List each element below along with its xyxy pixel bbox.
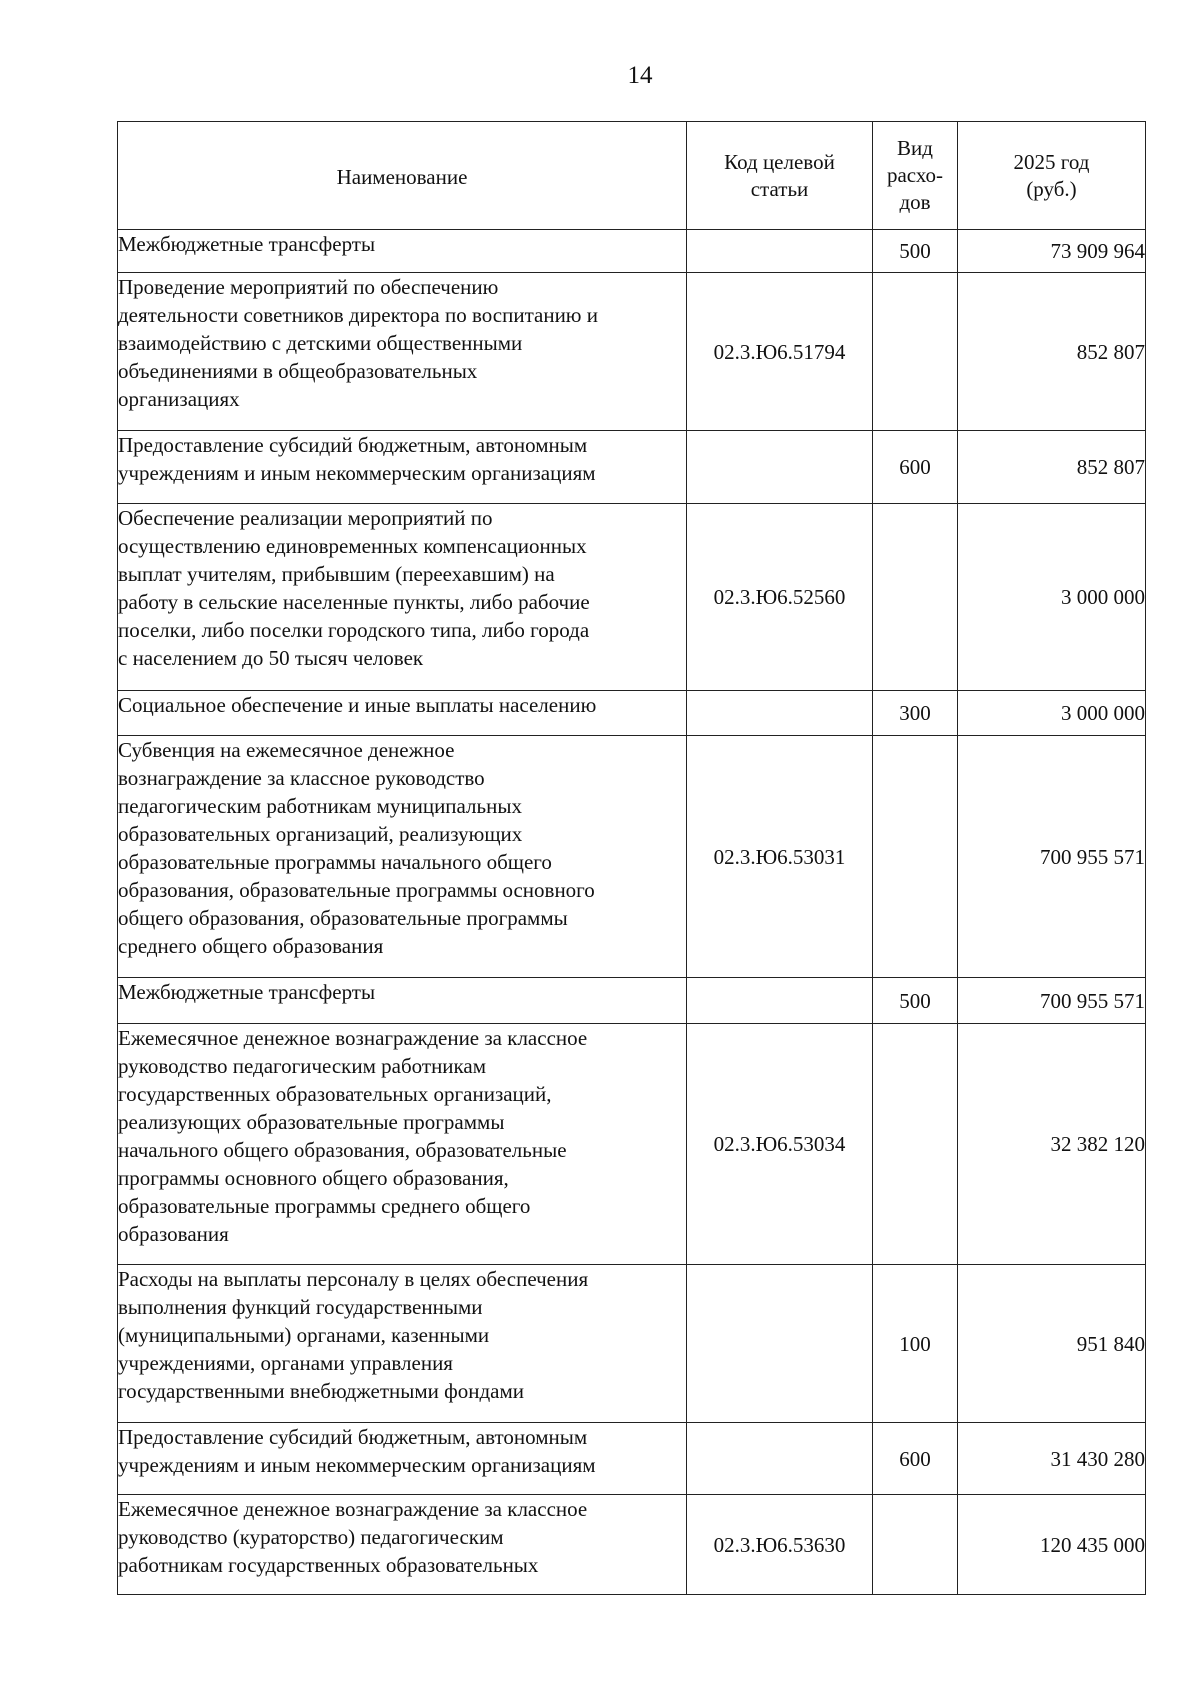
header-code: Код целевой статьи xyxy=(687,122,873,230)
row-name: Межбюджетные трансферты xyxy=(118,230,687,273)
header-sum: 2025 год (руб.) xyxy=(958,122,1146,230)
row-sum: 3 000 000 xyxy=(958,691,1146,736)
row-sum: 120 435 000 xyxy=(958,1495,1146,1595)
row-code xyxy=(687,230,873,273)
row-sum: 700 955 571 xyxy=(958,736,1146,978)
row-vid: 600 xyxy=(873,1423,958,1495)
row-name: Субвенция на ежемесячное денежное вознаграждение за классное руководство педагогическим работникам муниципальных образовательных организаций, реализующих образовательные программы начального общего образования, образовательные программы основного общего образования, образовательные программы среднего общего образования xyxy=(118,736,687,978)
row-vid xyxy=(873,1495,958,1595)
table-row xyxy=(118,978,1146,1024)
row-vid: 600 xyxy=(873,431,958,504)
row-vid xyxy=(873,1024,958,1265)
row-name: Ежемесячное денежное вознаграждение за классное руководство педагогическим работникам государственных образовательных организаций, реализующих образовательные программы начального общего образования, образовательные программы основного общего образования, образовательные программы среднего общего образования xyxy=(118,1024,687,1265)
row-code: 02.3.Ю6.53034 xyxy=(687,1024,873,1265)
table-row xyxy=(118,431,1146,504)
row-sum: 3 000 000 xyxy=(958,504,1146,691)
row-sum: 951 840 xyxy=(958,1265,1146,1423)
row-vid xyxy=(873,736,958,978)
table-row xyxy=(118,1024,1146,1265)
row-name: Предоставление субсидий бюджетным, автономным учреждениям и иным некоммерческим организациям xyxy=(118,1423,687,1495)
row-sum: 32 382 120 xyxy=(958,1024,1146,1265)
table-row xyxy=(118,1423,1146,1495)
row-name: Социальное обеспечение и иные выплаты населению xyxy=(118,691,687,736)
row-vid: 500 xyxy=(873,230,958,273)
row-vid: 500 xyxy=(873,978,958,1024)
row-code xyxy=(687,691,873,736)
row-name: Предоставление субсидий бюджетным, автономным учреждениям и иным некоммерческим организациям xyxy=(118,431,687,504)
row-sum: 852 807 xyxy=(958,273,1146,431)
row-name: Проведение мероприятий по обеспечению деятельности советников директора по воспитанию и взаимодействию с детскими общественными объединениями в общеобразовательных организациях xyxy=(118,273,687,431)
row-code xyxy=(687,978,873,1024)
table-row xyxy=(118,504,1146,691)
header-vid: Вид расхо- дов xyxy=(873,122,958,230)
table-row xyxy=(118,691,1146,736)
row-sum: 73 909 964 xyxy=(958,230,1146,273)
row-name: Межбюджетные трансферты xyxy=(118,978,687,1024)
row-vid xyxy=(873,504,958,691)
table-row xyxy=(118,273,1146,431)
header-name: Наименование xyxy=(118,122,687,230)
row-name: Ежемесячное денежное вознаграждение за классное руководство (кураторство) педагогическим работникам государственных образовательных xyxy=(118,1495,687,1595)
row-code: 02.3.Ю6.52560 xyxy=(687,504,873,691)
table-row xyxy=(118,1265,1146,1423)
row-vid xyxy=(873,273,958,431)
row-vid: 100 xyxy=(873,1265,958,1423)
row-sum: 852 807 xyxy=(958,431,1146,504)
row-sum: 700 955 571 xyxy=(958,978,1146,1024)
table-row xyxy=(118,1495,1146,1595)
table-header-row xyxy=(118,122,1146,230)
row-code: 02.3.Ю6.53031 xyxy=(687,736,873,978)
row-code xyxy=(687,1265,873,1423)
row-code: 02.3.Ю6.51794 xyxy=(687,273,873,431)
page-number: 14 xyxy=(627,62,653,89)
row-name: Расходы на выплаты персоналу в целях обеспечения выполнения функций государственными (муниципальными) органами, казенными учреждениями, органами управления государственными внебюджетными фондами xyxy=(118,1265,687,1423)
row-name: Обеспечение реализации мероприятий по осуществлению единовременных компенсационных выплат учителям, прибывшим (переехавшим) на работу в сельские населенные пункты, либо рабочие поселки, либо поселки городского типа, либо города с населением до 50 тысяч человек xyxy=(118,504,687,691)
row-sum: 31 430 280 xyxy=(958,1423,1146,1495)
row-code: 02.3.Ю6.53630 xyxy=(687,1495,873,1595)
row-code xyxy=(687,431,873,504)
table-row xyxy=(118,230,1146,273)
table-row xyxy=(118,736,1146,978)
row-code xyxy=(687,1423,873,1495)
budget-table xyxy=(117,121,1146,1595)
row-vid: 300 xyxy=(873,691,958,736)
